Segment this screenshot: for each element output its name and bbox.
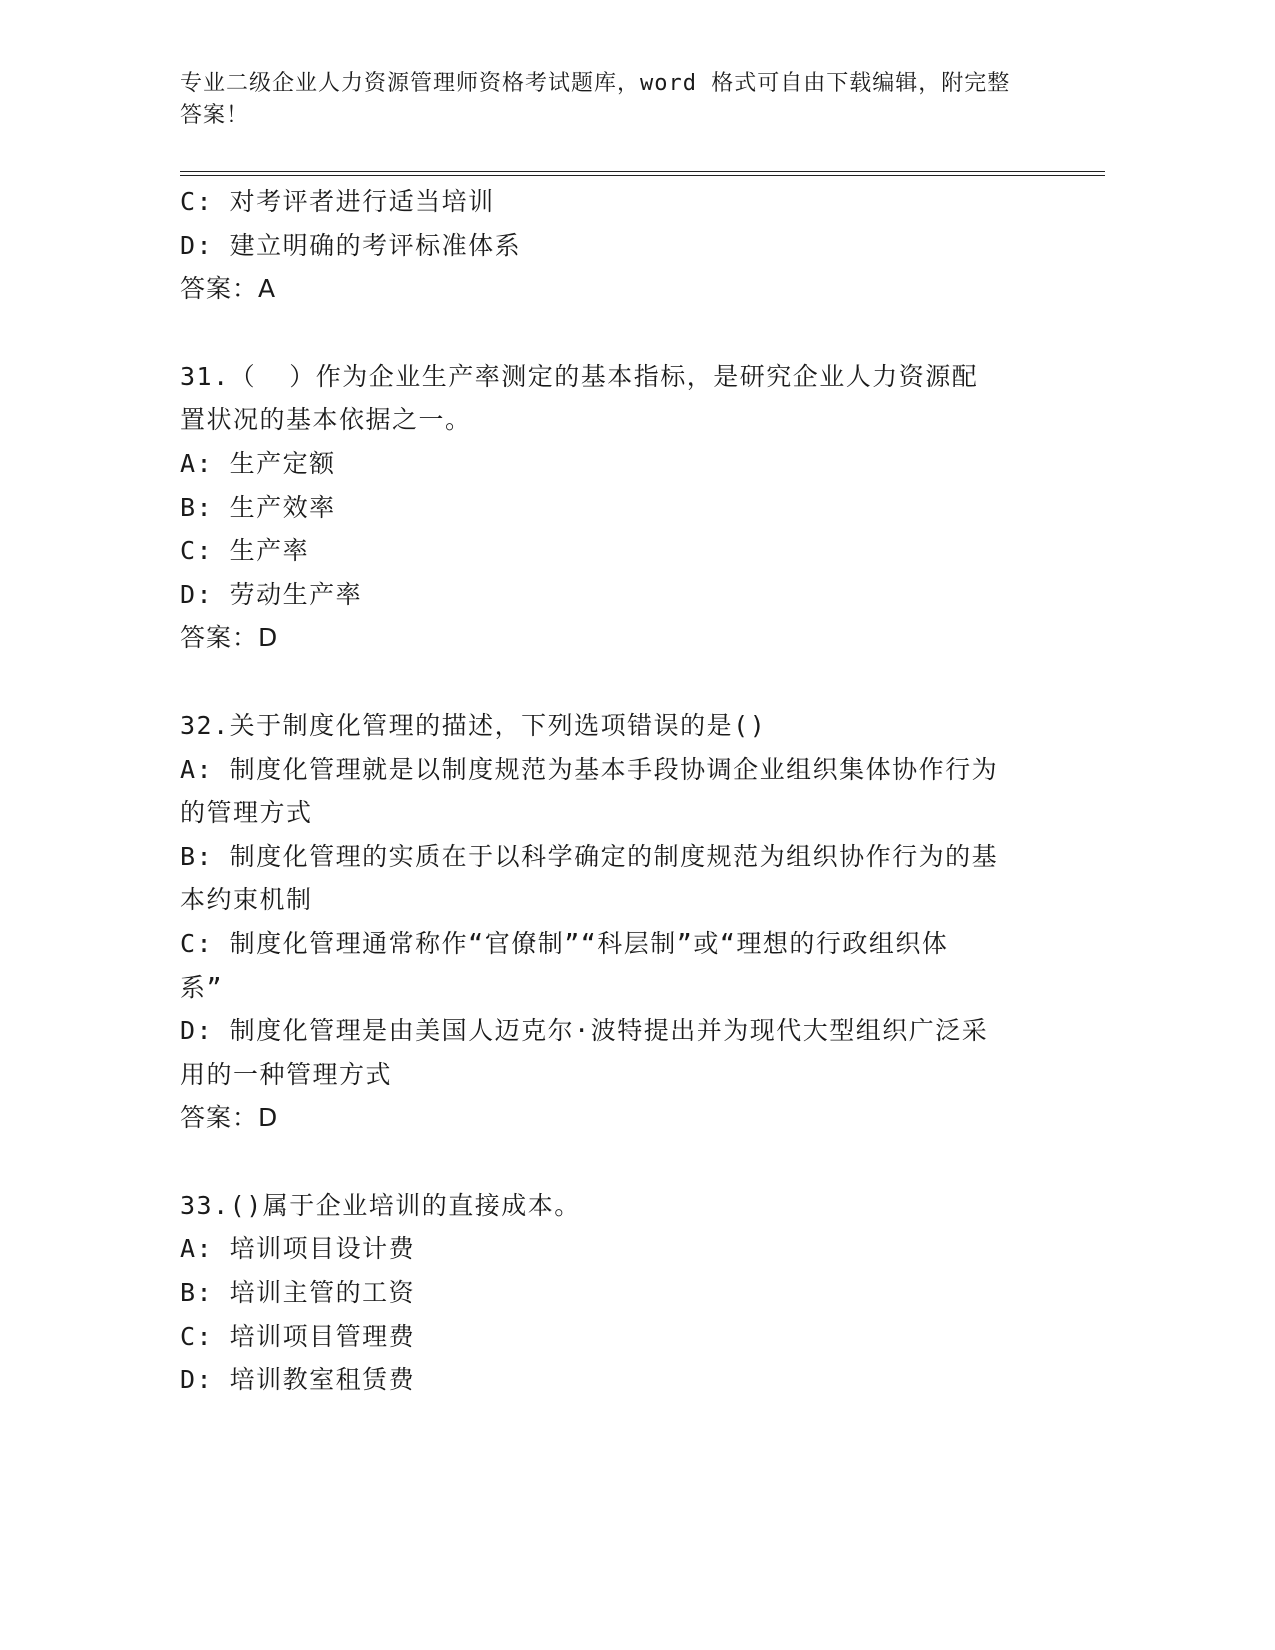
header-divider-bottom xyxy=(180,175,1105,176)
option-c: C: 培训项目管理费 xyxy=(180,1321,416,1351)
option-c-continued: 系” xyxy=(180,972,224,1002)
question-30 xyxy=(180,180,1030,311)
answer: 答案：D xyxy=(180,623,279,653)
spacer xyxy=(180,660,1030,704)
option-c: C: 对考评者进行适当培训 xyxy=(180,187,495,216)
document-header xyxy=(180,68,1040,132)
question-32 xyxy=(180,704,1030,1140)
answer: 答案：D xyxy=(180,1103,279,1133)
option-a: A: 培训项目设计费 xyxy=(180,1234,416,1264)
header-line-2: 答案！ xyxy=(180,103,250,128)
option-d: D: 建立明确的考评标准体系 xyxy=(180,230,522,260)
option-d-continued: 用的一种管理方式 xyxy=(180,1059,393,1089)
header-line-1: 专业二级企业人力资源管理师资格考试题库，word 格式可自由下载编辑，附完整 xyxy=(180,71,1011,96)
option-b: B: 生产效率 xyxy=(180,492,336,522)
option-c: C: 制度化管理通常称作“官僚制”“科层制”或“理想的行政组织体 xyxy=(180,928,949,958)
option-d: D: 培训教室租赁费 xyxy=(180,1365,416,1395)
option-b: B: 制度化管理的实质在于以科学确定的制度规范为组织协作行为的基 xyxy=(180,841,999,871)
option-b: B: 培训主管的工资 xyxy=(180,1278,416,1308)
question-stem: 33.()属于企业培训的直接成本。 xyxy=(180,1190,581,1220)
option-b-continued: 本约束机制 xyxy=(180,885,313,915)
option-a: A: 生产定额 xyxy=(180,448,336,478)
option-a: A: 制度化管理就是以制度规范为基本手段协调企业组织集体协作行为 xyxy=(180,754,999,784)
header-divider-top xyxy=(180,171,1105,172)
question-stem: 31.（ ）作为企业生产率测定的基本指标，是研究企业人力资源配 xyxy=(180,361,979,391)
option-d: D: 制度化管理是由美国人迈克尔·波特提出并为现代大型组织广泛采 xyxy=(180,1016,989,1046)
option-c: C: 生产率 xyxy=(180,536,310,566)
spacer xyxy=(180,1140,1030,1184)
spacer xyxy=(180,311,1030,355)
answer: 答案：A xyxy=(180,274,277,304)
question-stem: 32.关于制度化管理的描述，下列选项错误的是() xyxy=(180,710,767,740)
option-d: D: 劳动生产率 xyxy=(180,579,363,609)
question-33 xyxy=(180,1184,1030,1402)
option-a-continued: 的管理方式 xyxy=(180,798,313,828)
question-31 xyxy=(180,355,1030,660)
question-stem-continued: 置状况的基本依据之一。 xyxy=(180,405,472,435)
question-list xyxy=(180,180,1030,1402)
